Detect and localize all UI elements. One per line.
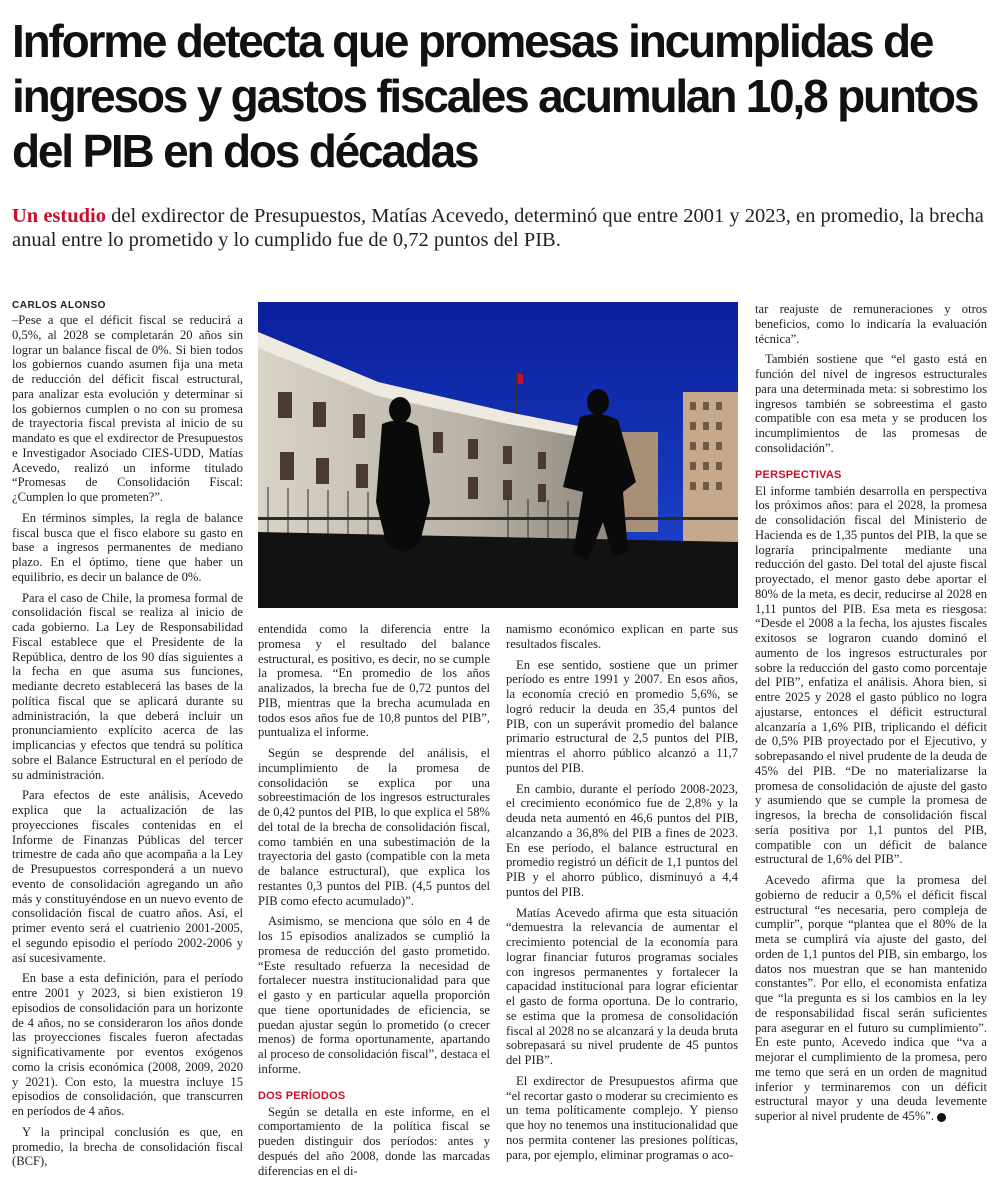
paragraph: Para efectos de este análisis, Acevedo explica que la actualización de las proyecciones fiscales contenidas en el Informe de Finanzas Públicas del tercer trimestre de cada año que acompaña a la Ley de Presupuestos corresponderá a un nuevo evento de consolidación agregando un año más y constituyéndose en un nuevo evento de consolidación fiscal de cuatro años. Así, el primer evento será el cuatrienio 2001-2005, el segundo episodio el período 2002-2006 y así sucesivamente. [12,788,243,965]
paragraph: namismo económico explican en parte sus resultados fiscales. [506,622,738,651]
lead-text: del exdirector de Presupuestos, Matías Acevedo, determinó que entre 2001 y 2023, en promedio, la brecha anual entre lo prometido y lo cumplido fue de 0,72 puntos del PIB. [12,205,984,251]
paragraph: En base a esta definición, para el período entre 2001 y 2023, si bien existieron 19 episodios de consolidación para un horizonte de 4 años, no se consideraron los años donde las proyecciones fiscales fueron afectadas significativamente por eventos exógenos como la crisis económica (2008, 2009, 2020 y 2021). Con esto, la muestra incluye 15 episodios de consolidación, que transcurren en períodos de 4 años. [12,971,243,1118]
paragraph: Según se desprende del análisis, el incumplimiento de la promesa de consolidación se explica por una sobreestimación de los ingresos estructurales de 0,42 puntos del PIB, lo que explica el 58% del total de la brecha de consolidación fiscal, como también en una subestimación de la trayectoria del gasto (compatible con la meta de balance estructural), que explica los restantes 0,3 puntos del PIB. (4,5 puntos del PIB como efecto acumulado)”. [258,746,490,908]
column-3 [506,622,738,1168]
paragraph: El informe también desarrolla en perspectiva los próximos años: para el 2028, la promesa de consolidación fiscal del Ministerio de Hacienda es de 1,35 puntos del PIB, la que se lograría principalmente mediante una reducción del gasto. Del total del ajuste fiscal proyectado, el menor gasto debe aportar el 80% de la meta, es decir, reducirse al 2028 en 1,11 puntos del PIB. Esa meta es riesgosa: “Desde el 2008 a la fecha, los ajustes fiscales exitosos se lograron cuando dominó el aumento de los ingresos estructurales por sobre la reducción del gasto como porcentaje del PIB”, enfatiza el análisis. Ahora bien, si entre 2025 y 2028 el gasto público no logra ajustarse, entonces el déficit estructural alcanzaría a 1,6% PIB, triplicando el déficit de 0,5% PIB proyectado por el Ejecutivo, y sobrepasando el nivel prudente de la deuda de 45% del PIB. “De no materializarse la promesa de consolidación de ajuste del gasto y asumiendo que se cumple la promesa de ingresos, la brecha de consolidación fiscal sería positiva por 1,1 puntos del PIB, compatible con un déficit de balance estructural de 1,6% del PIB”. [755,483,987,867]
column-1 [12,299,243,1175]
column-4 [755,302,987,1130]
paragraph: –Pese a que el déficit fiscal se reducirá a 0,5%, al 2028 se completarán 20 años sin lograr un balance fiscal de 0%. Si bien todos los gobiernos cuando asumen fija una meta de reducción del déficit fiscal estructural, para analizar esta evolución y determinar si los gobiernos cumplen o no con su promesa de trayectoria fiscal prevista al inicio de su mandato es que el exdirector de Presupuestos e Investigador Asociado CIES-UDD, Matías Acevedo, realizó un informe titulado “Promesas de Consolidación Fiscal: ¿Cumplen lo que prometen?”. [12,313,243,504]
paragraph: entendida como la diferencia entre la promesa y el resultado del balance estructural, es positivo, es decir, no se cumple la promesa. “En promedio de los años analizados, la brecha fue de 0,72 puntos del PIB, mientras que la brecha acumulada en todos esos años fue de 10,8 puntos del PIB”, puntualiza el informe. [258,622,490,740]
article-photo [258,302,738,608]
paragraph: En términos simples, la regla de balance fiscal busca que el fisco elabore su gasto en base a ingresos permanentes de mediano plazo. En el óptimo, tiene que haber un equilibrio, es decir un balance de 0%. [12,510,243,584]
headline: Informe detecta que promesas incumplidas de ingresos y gastos fiscales acumulan 10,8 puntos del PIB en dos décadas [12,15,978,177]
subhead-perspectivas: PERSPECTIVAS [755,468,842,481]
paragraph: Para el caso de Chile, la promesa formal de consolidación fiscal se realiza al inicio de cada gobierno. La Ley de Responsabilidad Fiscal establece que el Presidente de la República, dentro de los 90 días siguientes a la fecha en que asuma sus funciones, mediante decreto establecerá las bases de la política fiscal que se aplicará durante su administración, la que deberá incluir un pronunciamiento explícito acerca de las implicancias y efectos que tendrá su política sobre el Balance Estructural en el período de su administración. [12,590,243,782]
lead-kicker: Un estudio [12,205,106,227]
paragraph: En cambio, durante el período 2008-2023, el crecimiento económico fue de 2,8% y la deuda neta aumentó en 46,6 puntos del PIB, alcanzando a 36,8% del PIB a fines de 2023. En ese período, el balance estructural en promedio registró un déficit de 1,1 puntos del PIB y el ahorro público, disminuyó a 4,4 puntos del PIB. [506,781,738,899]
paragraph: En ese sentido, sostiene que un primer período es entre 1991 y 2007. En esos años, la economía creció en promedio 5,6%, se logró reducir la deuda en 35,4 puntos del PIB, con un superávit promedio del balance primario estructural de 2,5 puntos del PIB, mientras el ahorro público alcanzó a 11,7 puntos del PIB. [506,657,738,775]
column-2 [258,622,490,1184]
palacio-la-moneda-photo [258,302,738,608]
end-mark-icon: P [937,1113,946,1122]
byline: CARLOS ALONSO [12,300,106,311]
paragraph: El exdirector de Presupuestos afirma que “el recortar gasto o moderar su crecimiento es un tema políticamente complejo. Y pienso que hoy no tenemos una institucionalidad que nos permita contener las presiones políticas, para, por ejemplo, eliminar programas o aco- [506,1073,738,1162]
paragraph [755,873,987,1124]
paragraph-text: Acevedo afirma que la promesa del gobierno de reducir a 0,5% el déficit fiscal estructural “es necesaria, pero compleja de cumplir”, porque “plantea que el 80% de la meta se cumplirá vía ajuste del gasto, del orden de 1,1 puntos del PIB, sin embargo, los datos nos muestran que se han mantenido constantes”. Por ello, el economista enfatiza que “la pregunta es si los cambios en la ley de responsabilidad fiscal serán suficientes para asegurar en el futuro su cumplimiento”. En este punto, Acevedo indica que “va a mejorar el cumplimiento de la promesa, pero me temo que será en un orden de magnitud inferior y terminaremos con un déficit estructural mayor y una deuda levemente superior al nivel prudente de 45%”. [755,873,987,1123]
paragraph: tar reajuste de remuneraciones y otros beneficios, como lo indicaría la evaluación técnica”. [755,302,987,346]
paragraph: Según se detalla en este informe, en el comportamiento de la política fiscal se pueden distinguir dos períodos: antes y después del año 2008, donde las marcadas diferencias en el di- [258,1104,490,1178]
paragraph: Y la principal conclusión es que, en promedio, la brecha de consolidación fiscal (BCF), [12,1124,243,1169]
paragraph: También sostiene que “el gasto está en función del nivel de ingresos estructurales para una determinada meta: si sobrestimo los ingresos también se sobreestima el gasto compatible con esa meta y se producen los incumplimientos de las promesas de consolidación”. [755,352,987,455]
lead-paragraph [12,204,988,252]
subhead-dos-periodos: DOS PERÍODOS [258,1089,346,1102]
paragraph: Matías Acevedo afirma que esta situación “demuestra la relevancia de aumentar el crecimiento potencial de la economía para lograr financiar futuros programas sociales con ingresos permanentes y fortalecer la capacidad institucional para lograr eficientar el gasto de forma oportuna. De lo contrario, se estima que la promesa de consolidación fiscal al 2028 no se alcanzará y la deuda bruta sobrepasará su nivel prudente de 45 puntos del PIB”. [506,905,738,1067]
paragraph: Asimismo, se menciona que sólo en 4 de los 15 episodios analizados se cumplió la promesa de reducción del gasto prometido. “Este resultado refuerza la necesidad de fortalecer nuestra institucionalidad para que el gasto y en particular aquella proporción que tiene oportunidades de eficiencia, se puedan ajustar según lo prometido (o crecer menos) de forma oportunamente, apartando al proceso de consolidación fiscal”, destaca el informe. [258,914,490,1076]
